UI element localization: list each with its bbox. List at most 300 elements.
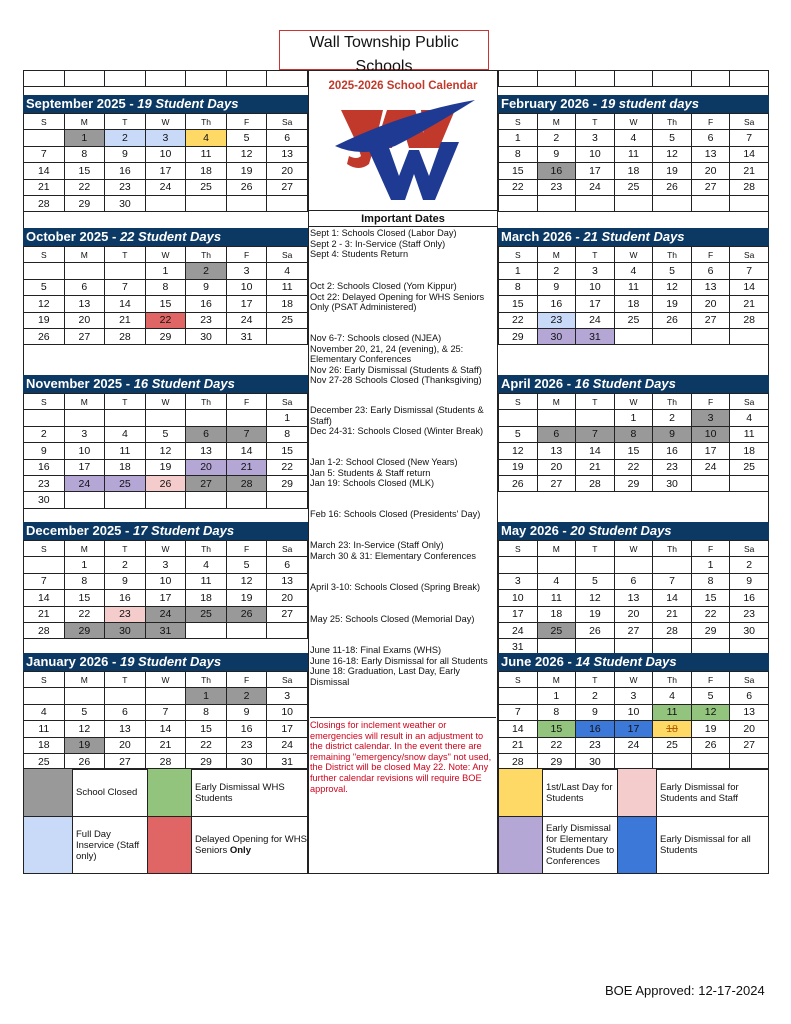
day-cell: 17 [226, 296, 267, 312]
day-cell: 25 [653, 737, 692, 753]
day-cell [105, 263, 146, 279]
day-cell: 7 [145, 704, 186, 720]
day-cell [537, 557, 576, 573]
day-cell: 2 [537, 263, 576, 279]
month-april [498, 375, 769, 492]
day-cell: 22 [64, 179, 105, 195]
day-cell: 10 [64, 443, 105, 459]
day-cell: 4 [653, 688, 692, 704]
weekday-label: F [691, 541, 730, 557]
day-cell [105, 492, 146, 508]
day-cell [614, 195, 653, 211]
day-cell: 12 [691, 704, 730, 720]
day-cell: 22 [537, 737, 576, 753]
month-november [23, 375, 308, 509]
day-cell [145, 410, 186, 426]
month-day-grid [23, 540, 308, 639]
day-cell: 20 [537, 459, 576, 475]
day-cell: 16 [105, 163, 146, 179]
day-cell: 12 [499, 443, 538, 459]
day-cell: 30 [105, 622, 146, 638]
day-cell: 24 [576, 179, 615, 195]
day-cell: 18 [730, 443, 769, 459]
month-day-grid [23, 671, 308, 770]
day-cell: 17 [614, 721, 653, 737]
note-december: December 23: Early Dismissal (Students & Staff) Dec 24-31: Schools Closed (Winter Break) [310, 405, 484, 437]
day-cell: 3 [145, 130, 186, 146]
day-cell: 31 [267, 753, 308, 769]
day-cell [186, 492, 227, 508]
day-cell: 14 [499, 721, 538, 737]
day-cell: 18 [186, 163, 227, 179]
legend-swatch-first-last-day [498, 768, 543, 817]
month-header [498, 522, 769, 540]
day-cell: 28 [226, 475, 267, 491]
weekday-label: Sa [267, 114, 308, 130]
day-cell: 5 [145, 426, 186, 442]
day-cell: 13 [691, 146, 730, 162]
weekday-label: W [614, 672, 653, 688]
day-cell: 1 [64, 557, 105, 573]
day-cell: 13 [105, 721, 146, 737]
weekday-label: S [24, 114, 65, 130]
day-cell [691, 328, 730, 344]
day-cell: 23 [653, 459, 692, 475]
day-cell: 22 [186, 737, 227, 753]
day-cell: 14 [105, 296, 146, 312]
weekday-label: F [226, 394, 267, 410]
month-day-grid [498, 246, 769, 345]
weekday-label: S [24, 541, 65, 557]
day-cell [730, 195, 769, 211]
day-cell: 23 [186, 312, 227, 328]
note-june: June 11-18: Final Exams (WHS) June 16-18: Early Dismissal for all Students June 18: Graduation, Last Day, Early Dismissal [310, 645, 488, 687]
day-cell: 20 [730, 721, 769, 737]
day-cell: 5 [64, 704, 105, 720]
day-cell: 18 [537, 606, 576, 622]
day-cell: 16 [537, 163, 576, 179]
weekday-label: S [24, 672, 65, 688]
day-cell [730, 328, 769, 344]
day-cell: 13 [64, 296, 105, 312]
month-header [23, 95, 308, 113]
day-cell: 29 [145, 328, 186, 344]
day-cell: 9 [226, 704, 267, 720]
day-cell: 12 [226, 573, 267, 589]
day-cell: 7 [24, 573, 65, 589]
day-cell [691, 475, 730, 491]
weekday-label: T [576, 394, 615, 410]
day-cell: 1 [64, 130, 105, 146]
weekday-label: F [691, 394, 730, 410]
month-header [23, 653, 308, 671]
day-cell: 30 [226, 753, 267, 769]
day-cell [576, 410, 615, 426]
day-cell: 26 [226, 179, 267, 195]
day-cell: 3 [145, 557, 186, 573]
day-cell: 28 [105, 328, 146, 344]
weekday-label: S [24, 394, 65, 410]
day-cell: 12 [576, 590, 615, 606]
day-cell: 7 [730, 263, 769, 279]
weekday-label: Th [186, 672, 227, 688]
weekday-label: M [537, 114, 576, 130]
day-cell: 11 [186, 573, 227, 589]
day-cell: 6 [267, 557, 308, 573]
day-cell: 30 [24, 492, 65, 508]
weekday-label: M [64, 672, 105, 688]
month-day-grid [498, 113, 769, 212]
weekday-label: M [537, 541, 576, 557]
day-cell [730, 475, 769, 491]
day-cell [145, 492, 186, 508]
day-cell: 9 [186, 279, 227, 295]
day-cell [186, 410, 227, 426]
month-february [498, 95, 769, 212]
weekday-label: W [145, 247, 186, 263]
note-january: Jan 1-2: School Closed (New Years) Jan 5: Students & Staff return Jan 19: Schools Closed (MLK) [310, 457, 458, 489]
weekday-label: Th [653, 114, 692, 130]
day-cell [267, 492, 308, 508]
day-cell: 27 [691, 312, 730, 328]
day-cell: 3 [226, 263, 267, 279]
day-cell: 16 [576, 721, 615, 737]
student-days-count: 20 Student Days [570, 523, 672, 538]
weekday-label: S [499, 394, 538, 410]
day-cell: 1 [691, 557, 730, 573]
day-cell [267, 328, 308, 344]
day-cell: 9 [537, 279, 576, 295]
day-cell: 29 [691, 622, 730, 638]
month-name: May 2026 - [501, 523, 567, 538]
day-cell: 27 [64, 328, 105, 344]
day-cell: 23 [537, 179, 576, 195]
day-cell: 4 [105, 426, 146, 442]
day-cell: 10 [576, 146, 615, 162]
day-cell [186, 622, 227, 638]
weekday-label: Sa [730, 394, 769, 410]
day-cell: 8 [186, 704, 227, 720]
day-cell: 15 [499, 296, 538, 312]
day-cell: 28 [24, 195, 65, 211]
month-march [498, 228, 769, 345]
day-cell: 17 [64, 459, 105, 475]
day-cell: 6 [537, 426, 576, 442]
month-header [23, 522, 308, 540]
day-cell: 20 [64, 312, 105, 328]
day-cell [64, 688, 105, 704]
day-cell: 10 [691, 426, 730, 442]
day-cell: 7 [576, 426, 615, 442]
day-cell: 2 [105, 130, 146, 146]
day-cell: 23 [24, 475, 65, 491]
day-cell [145, 195, 186, 211]
day-cell: 27 [267, 606, 308, 622]
day-cell: 1 [145, 263, 186, 279]
legend-label-early-dismissal-staff: Early Dismissal for Students and Staff [656, 768, 769, 817]
weekday-label: S [499, 672, 538, 688]
day-cell: 15 [145, 296, 186, 312]
weekday-label: M [537, 672, 576, 688]
day-cell: 7 [653, 573, 692, 589]
day-cell: 23 [105, 179, 146, 195]
day-cell [105, 410, 146, 426]
day-cell: 27 [691, 179, 730, 195]
day-cell [499, 688, 538, 704]
legend-label-delayed-opening [191, 816, 308, 874]
day-cell: 2 [24, 426, 65, 442]
day-cell [614, 328, 653, 344]
day-cell: 20 [267, 590, 308, 606]
month-name: November 2025 - [26, 376, 131, 391]
month-header [23, 375, 308, 393]
day-cell: 25 [24, 753, 65, 769]
day-cell: 18 [614, 163, 653, 179]
day-cell [226, 622, 267, 638]
day-cell: 2 [576, 688, 615, 704]
day-cell: 25 [186, 606, 227, 622]
weekday-label: Th [186, 114, 227, 130]
day-cell: 6 [186, 426, 227, 442]
day-cell: 10 [576, 279, 615, 295]
day-cell: 18 [24, 737, 65, 753]
day-cell: 26 [24, 328, 65, 344]
day-cell: 1 [499, 263, 538, 279]
day-cell: 11 [614, 146, 653, 162]
day-cell [64, 263, 105, 279]
weekday-label: F [226, 672, 267, 688]
day-cell: 3 [499, 573, 538, 589]
day-cell: 13 [267, 146, 308, 162]
day-cell: 24 [576, 312, 615, 328]
month-day-grid [498, 671, 769, 770]
day-cell: 12 [653, 279, 692, 295]
day-cell: 12 [145, 443, 186, 459]
day-cell: 22 [145, 312, 186, 328]
legend-swatch-closed [23, 768, 73, 817]
closing-policy-note: Closings for inclement weather or emergencies will result in an adjustment to the district calendar. In the event there are remaining "emergency/snow days" not used, the District will be closed May 22. Note: Any further calendar revisions will require BOE approval. [310, 717, 496, 794]
day-cell: 24 [614, 737, 653, 753]
weekday-label: W [145, 394, 186, 410]
day-cell: 16 [105, 590, 146, 606]
day-cell: 20 [186, 459, 227, 475]
day-cell: 26 [64, 753, 105, 769]
weekday-label: F [691, 247, 730, 263]
day-cell [145, 688, 186, 704]
day-cell: 13 [186, 443, 227, 459]
weekday-label: Sa [267, 541, 308, 557]
day-cell [24, 688, 65, 704]
day-cell: 14 [145, 721, 186, 737]
day-cell: 21 [499, 737, 538, 753]
weekday-label: Th [653, 394, 692, 410]
day-cell [614, 557, 653, 573]
day-cell: 21 [24, 606, 65, 622]
day-cell: 9 [105, 573, 146, 589]
day-cell [64, 492, 105, 508]
day-cell: 16 [226, 721, 267, 737]
legend-label-early-dismissal-whs: Early Dismissal WHS Students [191, 768, 308, 817]
day-cell: 30 [537, 328, 576, 344]
day-cell: 27 [267, 179, 308, 195]
day-cell: 8 [145, 279, 186, 295]
day-cell: 3 [576, 130, 615, 146]
day-cell: 29 [499, 328, 538, 344]
day-cell: 8 [267, 426, 308, 442]
day-cell: 9 [537, 146, 576, 162]
day-cell: 5 [576, 573, 615, 589]
month-october [23, 228, 308, 345]
day-cell: 10 [499, 590, 538, 606]
day-cell: 1 [614, 410, 653, 426]
day-cell: 2 [186, 263, 227, 279]
day-cell: 6 [730, 688, 769, 704]
day-cell: 17 [576, 163, 615, 179]
day-cell: 11 [730, 426, 769, 442]
day-cell: 2 [105, 557, 146, 573]
day-cell [576, 195, 615, 211]
month-day-grid [23, 246, 308, 345]
day-cell: 10 [145, 146, 186, 162]
day-cell [499, 557, 538, 573]
day-cell: 21 [145, 737, 186, 753]
day-cell: 1 [499, 130, 538, 146]
day-cell [576, 557, 615, 573]
month-day-grid [498, 393, 769, 492]
day-cell: 17 [576, 296, 615, 312]
day-cell: 30 [730, 622, 769, 638]
day-cell: 14 [24, 590, 65, 606]
student-days-count: 19 Student Days [137, 96, 239, 111]
top-blank-row-right [498, 70, 769, 87]
weekday-label: Sa [267, 247, 308, 263]
day-cell: 15 [537, 721, 576, 737]
day-cell [186, 195, 227, 211]
day-cell [537, 195, 576, 211]
weekday-label: Th [186, 394, 227, 410]
day-cell: 14 [24, 163, 65, 179]
month-december [23, 522, 308, 639]
day-cell: 28 [499, 753, 538, 769]
day-cell: 19 [145, 459, 186, 475]
day-cell: 15 [614, 443, 653, 459]
day-cell: 25 [186, 179, 227, 195]
day-cell: 1 [267, 410, 308, 426]
day-cell: 4 [537, 573, 576, 589]
month-header [498, 95, 769, 113]
day-cell: 21 [226, 459, 267, 475]
day-cell: 29 [614, 475, 653, 491]
top-blank-row-left [23, 70, 308, 87]
student-days-count: 22 Student Days [119, 229, 222, 244]
day-cell: 3 [576, 263, 615, 279]
day-cell [105, 688, 146, 704]
day-cell: 6 [105, 704, 146, 720]
legend-swatch-early-dismissal-all [617, 816, 657, 874]
day-cell: 26 [691, 737, 730, 753]
day-cell: 31 [499, 639, 538, 655]
day-cell: 19 [64, 737, 105, 753]
day-cell: 6 [691, 130, 730, 146]
weekday-label: Sa [730, 672, 769, 688]
day-cell: 28 [730, 179, 769, 195]
day-cell: 24 [226, 312, 267, 328]
day-cell: 19 [653, 163, 692, 179]
day-cell: 23 [730, 606, 769, 622]
weekday-label: M [537, 394, 576, 410]
student-days-count: 14 Student Days [575, 654, 677, 669]
weekday-label: F [226, 541, 267, 557]
weekday-label: M [64, 247, 105, 263]
weekday-label: S [499, 541, 538, 557]
day-cell: 29 [537, 753, 576, 769]
weekday-label: W [145, 114, 186, 130]
day-cell: 11 [24, 721, 65, 737]
month-name: December 2025 - [26, 523, 130, 538]
legend-swatch-early-dismissal-staff [617, 768, 657, 817]
day-cell: 31 [576, 328, 615, 344]
day-cell: 12 [226, 146, 267, 162]
day-cell [24, 410, 65, 426]
note-november: Nov 6-7: Schools closed (NJEA) November 20, 21, 24 (evening), & 25: Elementary Conferences Nov 26: Early Dismissal (Students & Staff) Nov 27-28 Schools Closed (Thanksgiving) [310, 333, 482, 386]
day-cell: 5 [653, 263, 692, 279]
day-cell: 23 [226, 737, 267, 753]
day-cell: 15 [691, 590, 730, 606]
day-cell: 27 [730, 737, 769, 753]
month-name: October 2025 - [26, 229, 117, 244]
day-cell: 11 [186, 146, 227, 162]
weekday-label: W [614, 247, 653, 263]
day-cell: 17 [145, 590, 186, 606]
day-cell: 26 [653, 312, 692, 328]
month-header [23, 228, 308, 246]
weekday-label: T [105, 114, 146, 130]
day-cell: 21 [105, 312, 146, 328]
day-cell: 11 [537, 590, 576, 606]
day-cell: 29 [186, 753, 227, 769]
day-cell: 2 [730, 557, 769, 573]
day-cell: 10 [267, 704, 308, 720]
day-cell: 5 [226, 130, 267, 146]
day-cell: 22 [64, 606, 105, 622]
weekday-label: F [691, 672, 730, 688]
day-cell: 9 [105, 146, 146, 162]
day-cell: 15 [64, 590, 105, 606]
document-title: Wall Township Public Schools [279, 30, 489, 70]
day-cell: 24 [145, 606, 186, 622]
day-cell: 5 [691, 688, 730, 704]
day-cell: 22 [691, 606, 730, 622]
day-cell: 24 [691, 459, 730, 475]
day-cell: 19 [226, 163, 267, 179]
weekday-label: W [145, 541, 186, 557]
day-cell: 22 [267, 459, 308, 475]
day-cell: 20 [691, 296, 730, 312]
day-cell: 9 [576, 704, 615, 720]
day-cell: 5 [24, 279, 65, 295]
day-cell: 13 [614, 590, 653, 606]
weekday-label: Sa [730, 247, 769, 263]
legend-label-early-dismissal-elementary: Early Dismissal for Elementary Students Due to Conferences [542, 816, 618, 874]
legend-delayed-bold: Only [229, 845, 251, 856]
note-september: Sept 1: Schools Closed (Labor Day) Sept 2 - 3: In-Service (Staff Only) Sept 4: Students Return [310, 228, 457, 260]
day-cell [653, 195, 692, 211]
day-cell: 22 [499, 312, 538, 328]
student-days-count: 16 Student Days [574, 376, 676, 391]
day-cell: 15 [267, 443, 308, 459]
day-cell: 13 [537, 443, 576, 459]
day-cell: 18 [105, 459, 146, 475]
